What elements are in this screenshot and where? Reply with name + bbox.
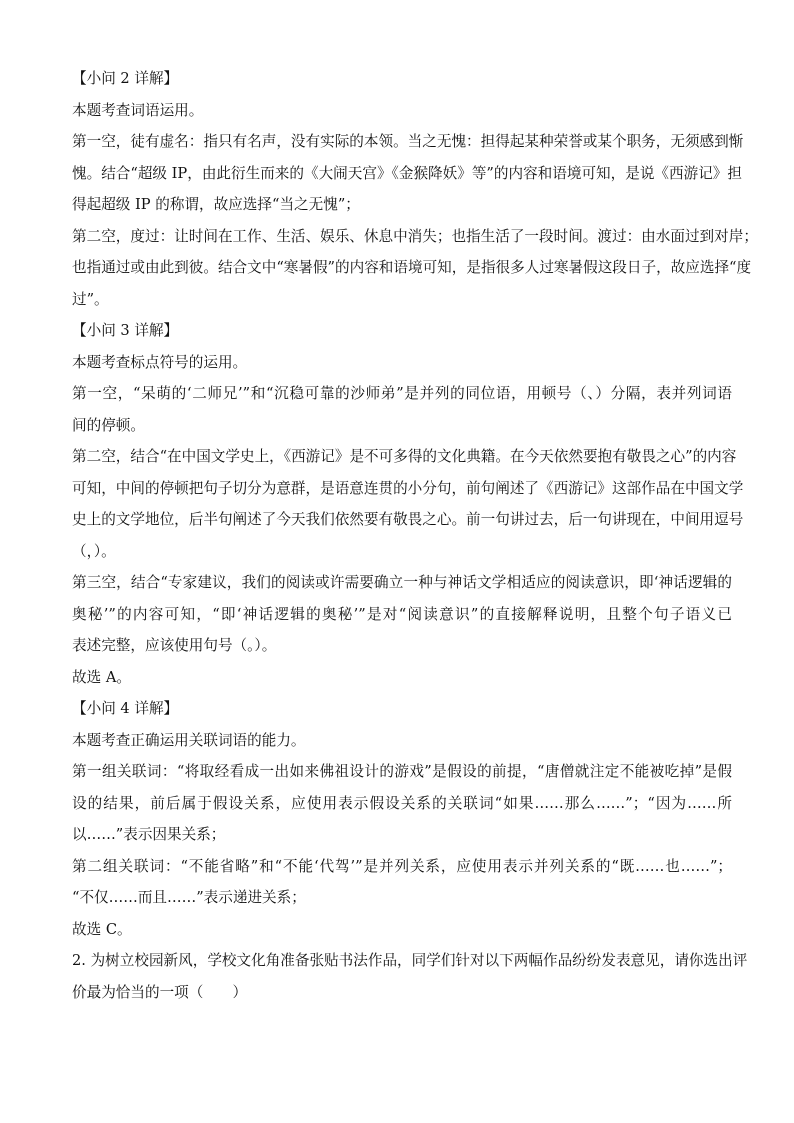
paragraph-line: “不仅……而且……”表示递进关系； xyxy=(72,889,306,906)
paragraph-line: 本题考查正确运用关联词语的能力。 xyxy=(72,731,306,749)
paragraph-line: 以……”表示因果关系； xyxy=(72,826,226,843)
paragraph-line: 第一组关联词：“将取经看成一出如来佛祖设计的游戏”是假设的前提，“唐僧就注定不能被吃掉”是假 xyxy=(72,763,732,780)
question-2-line: 价最为恰当的一项（ ） xyxy=(72,983,248,1001)
paragraph-line: 第二组关联词：“不能省略”和“不能‘代驾’”是并列关系，应使用表示并列关系的“既……也……”； xyxy=(72,857,732,875)
paragraph-line: 本题考查词语运用。 xyxy=(72,101,204,119)
section-heading-q2: 【小问 2 详解】 xyxy=(72,70,179,87)
paragraph-line: 设的结果，前后属于假设关系，应使用表示假设关系的关联词“如果……那么……”；“因为……所 xyxy=(72,794,732,812)
paragraph-line: 第一空，“呆萌的‘二师兄’”和“沉稳可靠的沙师弟”是并列的同位语，用顿号（、）分隔，表并列词语 xyxy=(72,385,732,402)
paragraph-line: 得起超级 IP 的称谓，故应选择“当之无愧”； xyxy=(72,196,360,213)
paragraph-line: 史上的文学地位，后半句阐述了今天我们依然要有敬畏之心。前一句讲过去，后一句讲现在，中间用逗号 xyxy=(72,511,744,528)
answer-line: 故选 C。 xyxy=(72,920,132,938)
paragraph-line: 愧。结合“超级 IP，由此衍生而来的《大闹天宫》《金猴降妖》等”的内容和语境可知，是说《西游记》担 xyxy=(72,164,742,182)
paragraph-line: 第一空，徒有虚名：指只有名声，没有实际的本领。当之无愧：担得起某种荣誉或某个职务，无须感到惭 xyxy=(72,133,744,150)
question-2-line: 2. 为树立校园新风，学校文化角准备张贴书法作品，同学们针对以下两幅作品纷纷发表意见，请你选出评 xyxy=(72,952,748,969)
paragraph-line: 第二空，结合“在中国文学史上，《西游记》是不可多得的文化典籍。在今天依然要抱有敬畏之心”的内容 xyxy=(72,448,737,465)
paragraph-line: 间的停顿。 xyxy=(72,416,145,434)
paragraph-line: （，）。 xyxy=(72,542,116,560)
paragraph-line: 第二空，度过：让时间在工作、生活、娱乐、休息中消失；也指生活了一段时间。渡过：由水面过到对岸； xyxy=(72,227,758,245)
paragraph-line: 第三空，结合“专家建议，我们的阅读或许需要确立一种与神话文学相适应的阅读意识，即‘神话逻辑的 xyxy=(72,574,732,591)
document-body xyxy=(72,63,758,1008)
paragraph-line: 可知，中间的停顿把句子切分为意群，是语意连贯的小分句，前句阐述了《西游记》这部作品在中国文学 xyxy=(72,479,744,497)
paragraph-line: 表述完整，应该使用句号（。）。 xyxy=(72,637,277,654)
paragraph-line: 过”。 xyxy=(72,290,109,308)
paragraph-line: 奥秘’”的内容可知，“即‘神话逻辑的奥秘’”是对“阅读意识”的直接解释说明，且整个句子语义已 xyxy=(72,605,732,623)
section-heading-q3: 【小问 3 详解】 xyxy=(72,322,179,339)
paragraph-line: 也指通过或由此到彼。结合文中“寒暑假”的内容和语境可知，是指很多人过寒暑假这段日子，故应选择“度 xyxy=(72,259,752,276)
paragraph-line: 本题考查标点符号的运用。 xyxy=(72,353,248,371)
section-heading-q4: 【小问 4 详解】 xyxy=(72,700,179,717)
answer-line: 故选 A。 xyxy=(72,668,131,686)
